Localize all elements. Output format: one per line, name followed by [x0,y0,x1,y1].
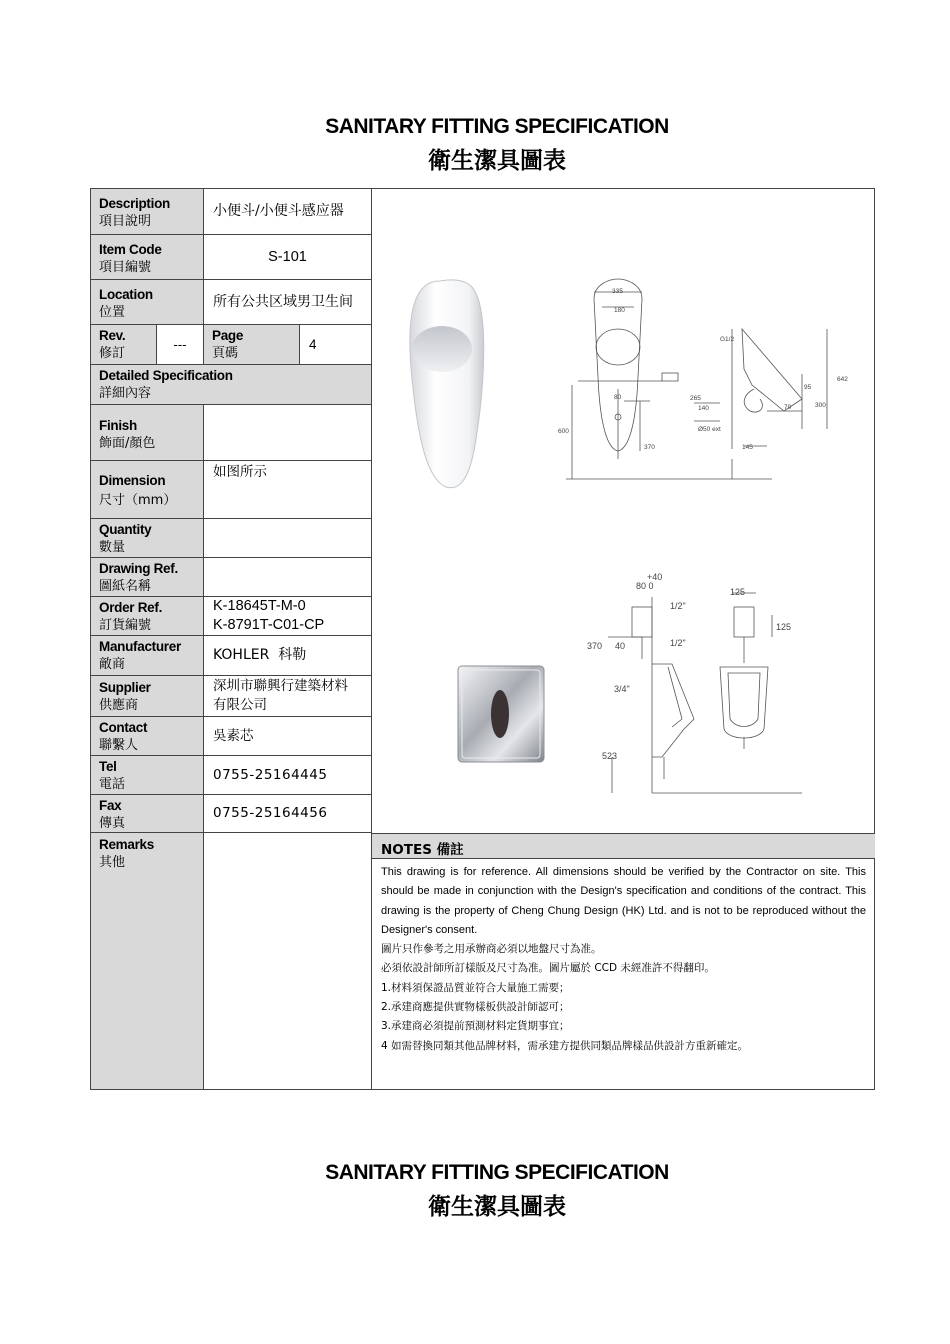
dimension-value-text: 如图所示 [213,464,267,480]
urinal-installation-front [720,593,772,749]
tel-label [91,756,204,795]
item-code-label-en: Item Code [99,242,162,257]
dim-label: 70 [784,404,792,411]
dim-label: 40 [615,641,626,651]
notes-body [372,859,875,1056]
bottom-dimension-labels [587,572,791,761]
notes-cn-line: 必須依設計師所訂樣版及尺寸為准。圖片屬於 CCD 未經准許不得翻印。 [381,962,715,975]
dim-label: 125 [776,622,792,632]
order-ref-label-cn: 訂貨編號 [99,618,152,633]
quantity-label-cn: 數量 [99,540,126,555]
urinal-side-view [662,329,827,479]
location-label [91,280,204,325]
footer-title-en: SANITARY FITTING SPECIFICATION [325,1161,669,1184]
contact-value-text: 吳素芯 [213,727,254,744]
drawing-ref-label-en: Drawing Ref. [99,561,178,576]
tel-value [204,756,372,795]
dim-label: 370 [644,444,655,451]
notes-cn-line: 4 如需替換同類其他品牌材料，需承建方提供同類品牌樣品供設計方重新確定。 [381,1039,749,1052]
product-drawing [372,189,875,833]
dimension-label-en: Dimension [99,473,166,488]
item-code-label-cn: 項目編號 [99,260,152,275]
sensor-photo [458,666,544,762]
remarks-label-cn: 其他 [99,855,126,870]
fax-value [204,795,372,833]
description-value [204,189,372,235]
quantity-label [91,519,204,558]
description-label-cn: 項目說明 [99,214,152,229]
dim-label: 600 [558,428,569,435]
order-ref-label-en: Order Ref. [99,600,163,615]
fax-label [91,795,204,833]
finish-label [91,405,204,461]
rev-label-en: Rev. [99,328,126,343]
supplier-value-line2: 有限公司 [213,697,267,713]
contact-label [91,717,204,756]
notes-paragraph: This drawing is for reference. All dimensions should be verified by the Contractor on site. This should be made in conjunction with the Design's specification and conditions of the contract. This drawing is the property of Cheng Chung Design (HK) Ltd. and is not to be reproduced without the Designer's consent. [381,866,866,936]
page-value [300,325,372,365]
order-ref-value [204,597,372,636]
fax-label-cn: 傳真 [99,816,126,831]
urinal-photo [410,280,484,488]
top-dimension-labels [558,288,848,451]
description-label [91,189,204,235]
notes-cn-line: 圖片只作參考之用承辦商必須以地盤尺寸為准。 [381,943,602,956]
item-code-label [91,235,204,280]
contact-value [204,717,372,756]
location-label-en: Location [99,287,153,302]
page-title-cn: 衛生潔具圖表 [428,148,566,174]
quantity-value [204,519,372,558]
remarks-label-en: Remarks [99,837,154,852]
location-value-text: 所有公共区域男卫生间 [213,293,353,310]
finish-label-en: Finish [99,418,137,433]
rev-value-text: --- [173,337,187,352]
page-label-en: Page [212,328,244,343]
dimension-value [204,461,372,519]
quantity-label-en: Quantity [99,522,152,537]
dim-label: +40 [647,572,663,582]
fax-value-text: 0755-25164456 [213,805,328,821]
supplier-value-line1: 深圳市聯興行建築材料 [213,678,348,694]
tel-label-en: Tel [99,759,117,774]
dim-label: 1/2" [670,601,686,611]
dim-label: 95 [804,384,812,391]
supplier-label-cn: 供應商 [99,698,139,713]
urinal-installation-side [608,597,802,793]
notes-cn-line: 1.材料須保證品質並符合大量施工需要； [381,981,570,994]
description-value-text: 小便斗/小便斗感应器 [213,203,344,219]
dim-label: 335 [612,288,623,295]
dim-label: 300 [815,402,826,409]
description-label-en: Description [99,196,170,211]
manufacturer-label [91,636,204,676]
drawing-ref-value [204,558,372,597]
dim-label: 140 [698,405,709,412]
dim-label: 642 [837,376,848,383]
page-label-cn: 頁碼 [212,346,239,361]
tel-value-text: 0755-25164445 [213,766,328,783]
manufacturer-value [204,636,372,676]
detailed-spec-label-cn: 詳細內容 [99,386,152,401]
notes-cn-line: 3.承建商必須提前預測材料定貨期事宜； [381,1020,570,1033]
supplier-label [91,676,204,717]
footer-title-cn: 衛生潔具圖表 [428,1194,566,1220]
drawing-ref-label-cn: 圖紙名稱 [99,579,152,594]
supplier-label-en: Supplier [99,680,151,695]
notes-heading: NOTES 備註 [381,842,464,858]
rev-value [157,325,204,365]
dim-label: 523 [602,751,618,761]
location-value [204,280,372,325]
manufacturer-value-text: KOHLER 科勒 [213,647,307,663]
finish-label-cn: 飾面/顏色 [99,436,156,451]
dim-label: 80 0 [636,581,654,591]
supplier-value [204,676,372,717]
remarks-value [204,833,372,1089]
dimension-label [91,461,204,519]
drawing-ref-label [91,558,204,597]
manufacturer-label-cn: 敵商 [99,657,126,672]
page-title-en: SANITARY FITTING SPECIFICATION [325,115,669,138]
rev-label [91,325,157,365]
specification-sheet [90,188,875,1090]
dimension-label-cn: 尺寸（mm） [99,493,177,508]
dim-label: Ø50 ext [698,426,721,433]
contact-label-en: Contact [99,720,148,735]
manufacturer-label-en: Manufacturer [99,639,181,654]
dim-label: 265 [690,395,701,402]
item-code-value [204,235,372,280]
rev-label-cn: 修訂 [99,346,126,361]
dim-label: 180 [614,307,625,314]
dim-label: 80 [614,394,622,401]
tel-label-cn: 電話 [99,777,126,792]
finish-value [204,405,372,461]
order-ref-label [91,597,204,636]
contact-label-cn: 聯繫人 [99,738,139,753]
location-label-cn: 位置 [99,305,126,320]
page-value-text: 4 [309,337,317,352]
notes-cn-line: 2.承建商應提供實物樣板供設計師認可； [381,1001,570,1014]
page-label [204,325,300,365]
dim-label: G1/2 [720,336,735,343]
notes-header [372,833,875,859]
dim-label: 370 [587,641,603,651]
detailed-spec-label-en: Detailed Specification [99,368,233,383]
remarks-label [91,833,204,1089]
dim-label: 145 [742,444,753,451]
dim-label: 1/2" [670,638,686,648]
detailed-spec-header [91,365,372,405]
dim-label: 125 [730,587,746,597]
fax-label-en: Fax [99,798,122,813]
item-code-value-text: S-101 [268,248,307,265]
order-ref-value-line1: K-18645T-M-0 [213,598,306,614]
order-ref-value-line2: K-8791T-C01-CP [213,617,325,633]
dim-label: 3/4" [614,684,630,694]
